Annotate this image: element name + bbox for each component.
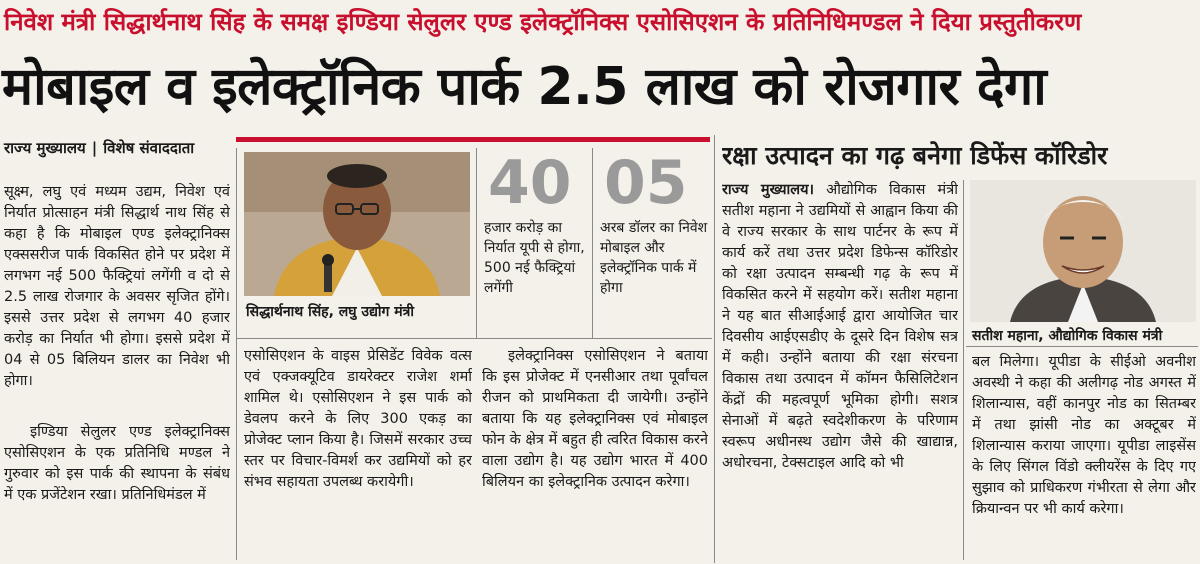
section-divider [714, 135, 715, 563]
side-portrait-icon [970, 180, 1196, 322]
byline [4, 138, 234, 158]
row-divider [966, 346, 1198, 347]
article-column-2 [244, 346, 472, 560]
side-col2-text: बल मिलेगा। यूपीडा के सीईओ अवनीश अवस्थी ने कहा की अलीगढ़ नोड अगस्त में शिलान्यास, वहीं कानपुर नोड का सितम्बर में तथा झांसी नोड का अक्टूबर में शिलान्यास कराया जाएगा। यूपीडा लाइसेंस के लिए सिंगल विंडो क्लीयरेंस के दिए गए सुझाव को प्राधिकरण गंभीरता से लेगा और क्रियान्वन पर भी कार्य करेगा। [972, 354, 1196, 517]
side-column-2 [972, 352, 1196, 560]
photo-caption: सिद्धार्थनाथ सिंह, लघु उद्योग मंत्री [246, 304, 415, 320]
article-column-1 [4, 182, 230, 420]
kicker-line: निवेश मंत्री सिद्धार्थनाथ सिंह के समक्ष इण्डिया सेलुलर एण्ड इलेक्ट्रॉनिक्स एसोसिएशन के प्रतिनिधिमण्डल ने दिया प्रस्तुतीकरण [4, 8, 1082, 36]
article-column-1b [4, 422, 230, 560]
side-minister-photo [970, 180, 1196, 322]
side-lead: राज्य मुख्यालय। [722, 182, 814, 198]
main-headline: मोबाइल व इलेक्ट्रॉनिक पार्क 2.5 लाख को रोजगार देगा [2, 57, 1047, 117]
article-col3-text: इलेक्ट्रानिक्स एसोसिएशन ने बताया कि इस प्रोजेक्ट में एनसीआर तथा पूर्वांचल रीजन को प्राथमिकता दी जायेगी। उन्होंने बताया कि यह इलेक्ट्रानिक्स एवं मोबाइल फोन के क्षेत्र में बहुत ही त्वरित विकास करने वाला उद्योग है। यह उद्योग भारत में 400 बिलियन का इलेक्ट्रानिक उत्पादन करेगा। [482, 348, 708, 490]
side-photo-caption: सतीश महाना, औद्योगिक विकास मंत्री [972, 328, 1163, 344]
column-divider [592, 148, 593, 338]
column-divider [476, 148, 477, 338]
column-divider [236, 148, 237, 560]
section-rule [236, 137, 710, 142]
byline-reporter: विशेष संवाददाता [103, 139, 195, 157]
stat-text-1: हजार करोड़ का निर्यात यूपी से होगा, 500 नई फैक्ट्रियां लगेंगी [484, 220, 585, 296]
row-divider [236, 338, 712, 339]
article-col2-text: एसोसिएशन के वाइस प्रेसिडेंट विवेक वत्स एवं एक्जक्यूटिव डायरेक्टर राजेश शर्मा शामिल थे। एसोसिएशन ने इस पार्क को डेवलप करने के लिए 300 एकड़ का प्रोजेक्ट प्लान किया है। जिसमें सरकार उच्च स्तर पर विचार-विमर्श कर उद्यमियों को हर संभव सहायता उपलब्ध करायेगी। [244, 348, 472, 490]
stat-number-2: 05 [604, 148, 688, 218]
stat-number-1: 40 [488, 148, 572, 218]
side-col1-text: औद्योगिक विकास मंत्री सतीश महाना ने उद्यमियों से आह्वान किया की वे राज्य सरकार के साथ पार्टनर के रूप में कार्य करें तथा उत्तर प्रदेश डिफेन्स कॉरिडोर को रक्षा उत्पादन सम्बन्धी गढ़ के रूप में विकसित करने में सहयोग करें। सतीश महाना ने यह बात सीआईआई द्वारा आयोजित चार दिवसीय आईएसडीए के दूसरे दिन विशेष सत्र में कही। उन्होंने बताया की रक्षा संरचना विकास तथा उत्पादन में कॉमन फैसिलिटेशन केंद्रों की महत्वपूर्ण भूमिका होगी। सशत्र सेनाओं में बढ़ते स्वदेशीकरण के परिणाम स्वरूप अधीनस्थ उद्योग जैसे की खाद्यान्न, अधोरचना, टेक्सटाइल आदि को भी [722, 182, 958, 471]
minister-photo [244, 152, 470, 296]
byline-desk: राज्य मुख्यालय [4, 139, 86, 157]
article-column-3 [482, 346, 708, 560]
side-column-1 [722, 180, 958, 560]
article-col1-text: सूक्ष्म, लघु एवं मध्यम उद्यम, निवेश एवं निर्यात प्रोत्साहन मंत्री सिद्धार्थ नाथ सिंह से कहा है कि मोबाइल एण्ड इलेक्ट्रानिक्स एक्ससरीज पार्क विकसित होने पर प्रदेश में लगभग नई 500 फैक्ट्रियां लगेंगी व दो से 2.5 लाख रोजगार के अवसर सृजित होंगे। इससे उत्तर प्रदेश से लगभग 40 हजार करोड़ का निर्यात भी होगा। इससे प्रदेश में 04 से 05 बिलियन डालर का निवेश भी होगा। [4, 184, 230, 389]
stat-text-2: अरब डॉलर का निवेश मोबाइल और इलेक्ट्रॉनिक पार्क में होगा [600, 220, 708, 296]
byline-separator: | [91, 139, 98, 157]
article-col1b-text: इण्डिया सेलुलर एण्ड इलेक्ट्रानिक्स एसोसिएशन के एक प्रतिनिधि मण्डल ने गुरुवार को इस पार्क की स्थापना के संबंध में एक प्रजेंटेशन रखा। प्रतिनिधिमंडल में [4, 424, 230, 503]
column-divider [963, 180, 964, 560]
side-headline: रक्षा उत्पादन का गढ़ बनेगा डिफेंस कॉरिडोर [722, 141, 1108, 170]
minister-portrait-icon [244, 152, 470, 296]
